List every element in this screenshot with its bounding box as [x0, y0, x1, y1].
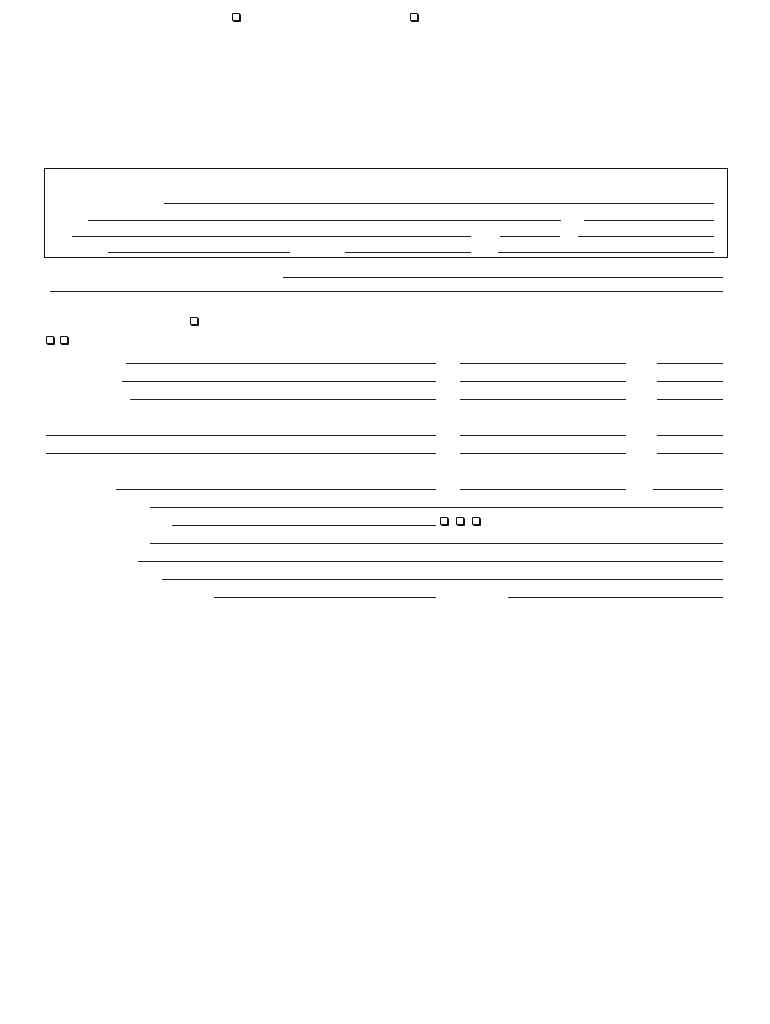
bride-parents-label [46, 334, 71, 346]
bride-honors2-field[interactable] [150, 543, 723, 544]
address-field[interactable] [88, 220, 561, 221]
work-phone-field[interactable] [345, 252, 471, 253]
bride-mother-state-field[interactable] [657, 363, 723, 364]
checkbox-icon[interactable] [410, 13, 418, 21]
checkbox-icon[interactable] [232, 13, 240, 21]
home-phone-field[interactable] [108, 252, 290, 253]
bride-hs-city-field[interactable] [460, 489, 626, 490]
bride-gp1-state-field[interactable] [657, 435, 723, 436]
bride-grandparents-field-2[interactable] [46, 453, 436, 454]
name-field[interactable] [164, 203, 714, 204]
bride-occupation-field[interactable] [214, 597, 436, 598]
bride-elect-state-field[interactable] [657, 399, 723, 400]
bride-mother-field[interactable] [126, 363, 436, 364]
bride-gp2-city-field[interactable] [460, 453, 626, 454]
zip-field[interactable] [578, 236, 714, 237]
bride-college-field[interactable] [172, 525, 436, 526]
bride-elect-city-field[interactable] [460, 399, 626, 400]
contact-information-box [44, 168, 728, 258]
bride-grandparents-field-1[interactable] [46, 435, 436, 436]
current-checkbox-icon[interactable] [472, 517, 480, 525]
married-checkbox-icon[interactable] [46, 336, 54, 344]
city-field[interactable] [72, 236, 471, 237]
apt-field[interactable] [584, 220, 714, 221]
graduated-checkbox-icon[interactable] [440, 517, 448, 525]
bride-gp2-state-field[interactable] [657, 453, 723, 454]
state-field[interactable] [500, 236, 560, 237]
bride-father-state-field[interactable] [657, 381, 723, 382]
option-2x4[interactable] [232, 11, 243, 23]
email-field[interactable] [498, 252, 714, 253]
bride-company-field[interactable] [508, 597, 723, 598]
bride-advanced-field[interactable] [162, 579, 723, 580]
checkbox-icon[interactable] [190, 317, 198, 325]
bride-father-city-field[interactable] [460, 381, 626, 382]
divorced-checkbox-icon[interactable] [60, 336, 68, 344]
bride-honors-field[interactable] [150, 507, 723, 508]
option-2x6-5[interactable] [410, 11, 421, 23]
bride-elect-field[interactable] [130, 399, 436, 400]
bride-hs-state-field[interactable] [653, 489, 723, 490]
announcing-field[interactable] [283, 277, 723, 278]
attended-checkbox-icon[interactable] [456, 517, 464, 525]
bride-degree-field[interactable] [138, 561, 723, 562]
bride-hs-field[interactable] [116, 489, 436, 490]
bride-college-status [440, 517, 483, 526]
announcing-field-2[interactable] [50, 291, 723, 292]
bride-father-field[interactable] [122, 381, 436, 382]
bride-mother-city-field[interactable] [460, 363, 626, 364]
bride-mr-mrs-check[interactable] [190, 317, 201, 326]
bride-gp1-city-field[interactable] [460, 435, 626, 436]
